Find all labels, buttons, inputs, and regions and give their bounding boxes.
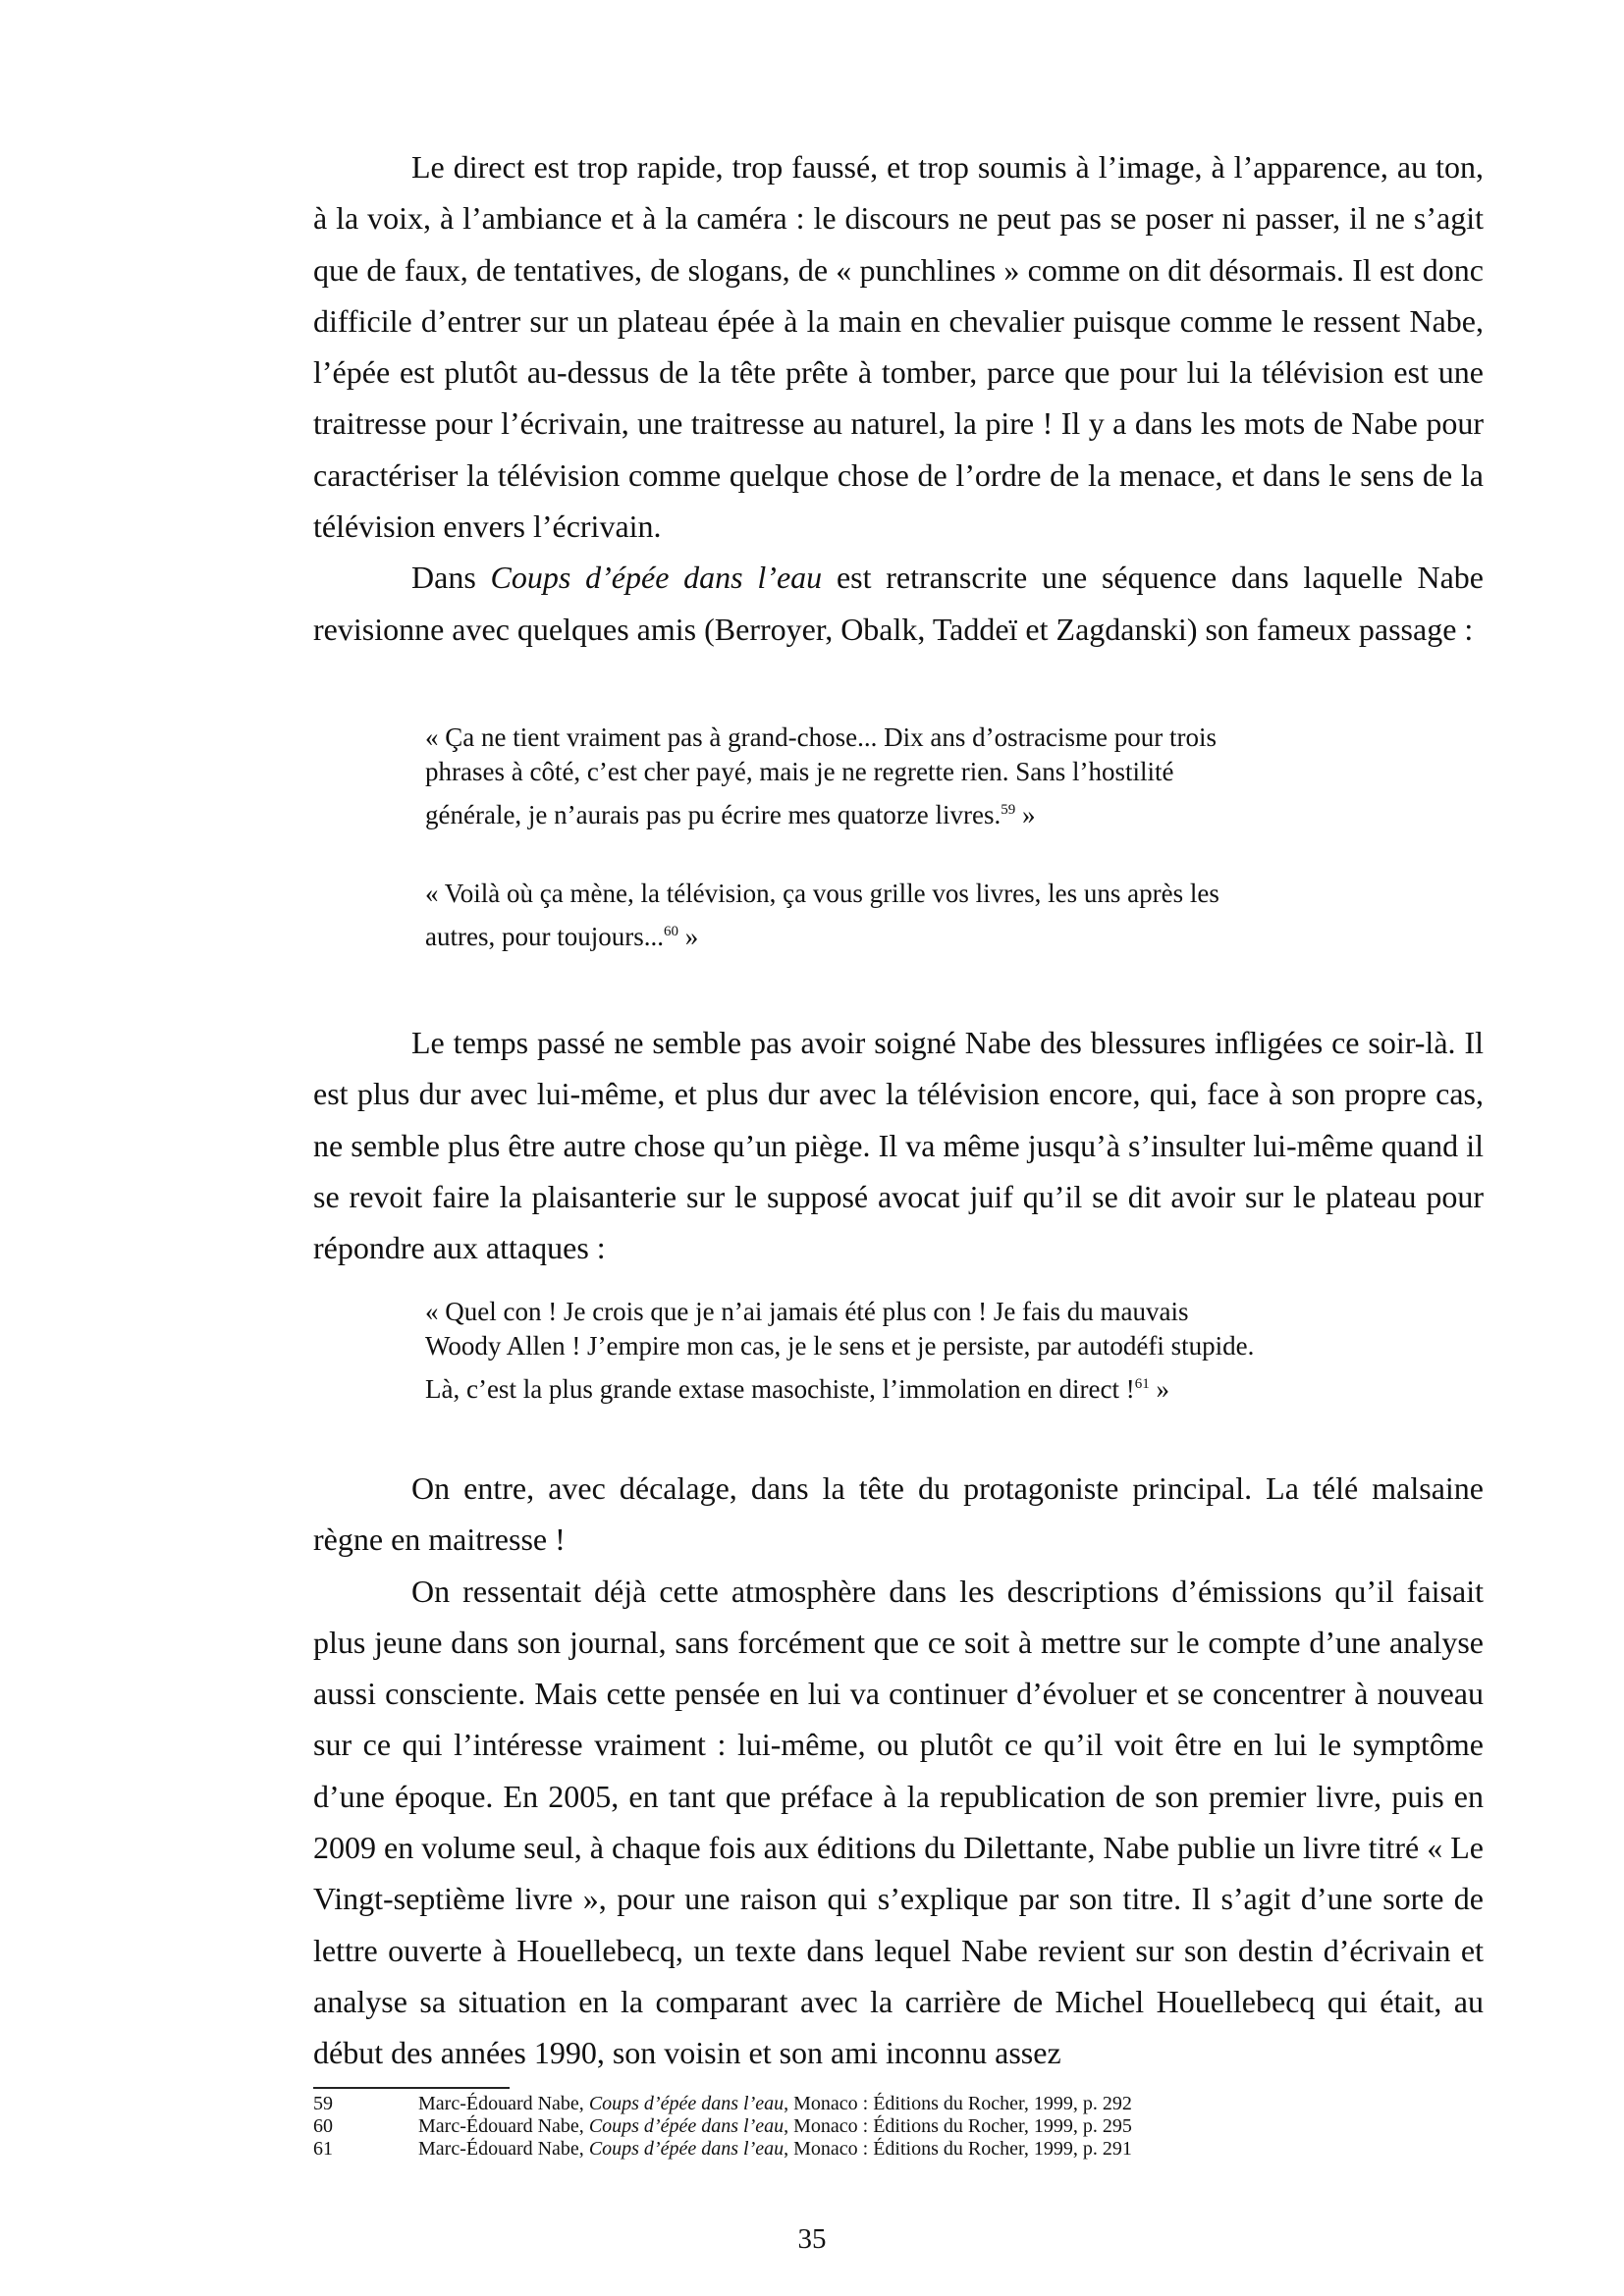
paragraph: Le temps passé ne semble pas avoir soigné Nabe des blessures infligées ce soir-là. Il est plus dur avec lui-même, et plus dur avec la télévision encore, qui, face à son propre cas, ne semble plus être autre chose qu’un piège. Il va même jusqu’à s’insulter lui-même quand il se revoit faire la plaisanterie sur le supposé avocat juif qu’il se dit avoir sur le plateau pour répondre aux attaques : xyxy=(313,1025,1484,1266)
footnote xyxy=(313,2093,1484,2115)
footnotes xyxy=(313,2093,1484,2161)
page-number: 35 xyxy=(797,2223,827,2255)
paragraph: On entre, avec décalage, dans la tête du protagoniste principal. La télé malsaine règne en maitresse ! xyxy=(313,1470,1484,1558)
footnote-separator xyxy=(313,2087,510,2089)
footnote xyxy=(313,2115,1484,2138)
body-text-middle xyxy=(313,1017,1484,1273)
footnote-ref: 61 xyxy=(1134,1376,1150,1392)
footnote xyxy=(313,2138,1484,2161)
paragraph: Dans Coups d’épée dans l’eau est retranscrite une séquence dans laquelle Nabe revisionne avec quelques amis (Berroyer, Obalk, Taddeï et Zagdanski) son fameux passage : xyxy=(313,560,1484,647)
footnote-number: 61 xyxy=(313,2138,333,2160)
block-quote: « Ça ne tient vraiment pas à grand-chose... Dix ans d’ostracisme pour trois phrases à côté, c’est cher payé, mais je ne regrette rien. Sans l’hostilité générale, je n’aurais pas pu écrire mes quatorze livres.$^{59}$ » xyxy=(425,722,1218,829)
paragraph: Le direct est trop rapide, trop faussé, et trop soumis à l’image, à l’apparence, au ton, à la voix, à l’ambiance et à la caméra : le discours ne peut pas se poser ni passer, il ne s’agit que de faux, de tentatives, de slogans, de « punchlines » comme on dit désormais. Il est donc difficile d’entrer sur un plateau épée à la main en chevalier puisque comme le ressent Nabe, l’épée est plutôt au-dessus de la tête prête à tomber, parce que pour lui la télévision est une traitresse pour l’écrivain, une traitresse au naturel, la pire ! Il y a dans les mots de Nabe pour caractériser la télévision comme quelque chose de l’ordre de la menace, et dans le sens de la télévision envers l’écrivain. xyxy=(313,149,1484,545)
footnote-text: Marc-Édouard Nabe, Coups d’épée dans l’eau, Monaco : Éditions du Rocher, 1999, p. 295 xyxy=(418,2115,1132,2137)
footnote-number: 60 xyxy=(313,2115,333,2137)
footnote-text: Marc-Édouard Nabe, Coups d’épée dans l’eau, Monaco : Éditions du Rocher, 1999, p. 291 xyxy=(418,2138,1132,2160)
footnote-ref: 59 xyxy=(1001,802,1016,818)
footnote-number: 59 xyxy=(313,2093,333,2114)
block-quote: « Voilà où ça mène, la télévision, ça vous grille vos livres, les uns après les autres, pour toujours...$^{60}$ » xyxy=(425,879,1219,951)
body-text-top xyxy=(313,141,1484,655)
paragraph: On ressentait déjà cette atmosphère dans les descriptions d’émissions qu’il faisait plus jeune dans son journal, sans forcément que ce soit à mettre sur le compte d’une analyse aussi consciente. Mais cette pensée en lui va continuer d’évoluer et se concentrer à nouveau sur ce qui l’intéresse vraiment : lui-même, ou plutôt ce qu’il voit être en lui le symptôme d’une époque. En 2005, en tant que préface à la republication de son premier livre, puis en 2009 en volume seul, à chaque fois aux éditions du Dilettante, Nabe publie un livre titré « Le Vingt-septième livre », pour une raison qui s’explique par son titre. Il s’agit d’une sorte de lettre ouverte à Houellebecq, un texte dans lequel Nabe revient sur son destin d’écrivain et analyse sa situation en la comparant avec la carrière de Michel Houellebecq qui était, au début des années 1990, son voisin et son ami inconnu assez xyxy=(313,1573,1484,2071)
book-title: Coups d’épée dans l’eau xyxy=(490,560,823,596)
footnote-text: Marc-Édouard Nabe, Coups d’épée dans l’eau, Monaco : Éditions du Rocher, 1999, p. 292 xyxy=(418,2093,1132,2114)
body-text-bottom xyxy=(313,1463,1484,2079)
footnote-ref: 60 xyxy=(663,924,678,939)
block-quote: « Quel con ! Je crois que je n’ai jamais été plus con ! Je fais du mauvais Woody Allen ! J’empire mon cas, je le sens et je persiste, par autodéfi stupide. Là, c’est la plus grande extase masochiste, l’immolation en direct !$^{61}$ » xyxy=(425,1297,1255,1404)
